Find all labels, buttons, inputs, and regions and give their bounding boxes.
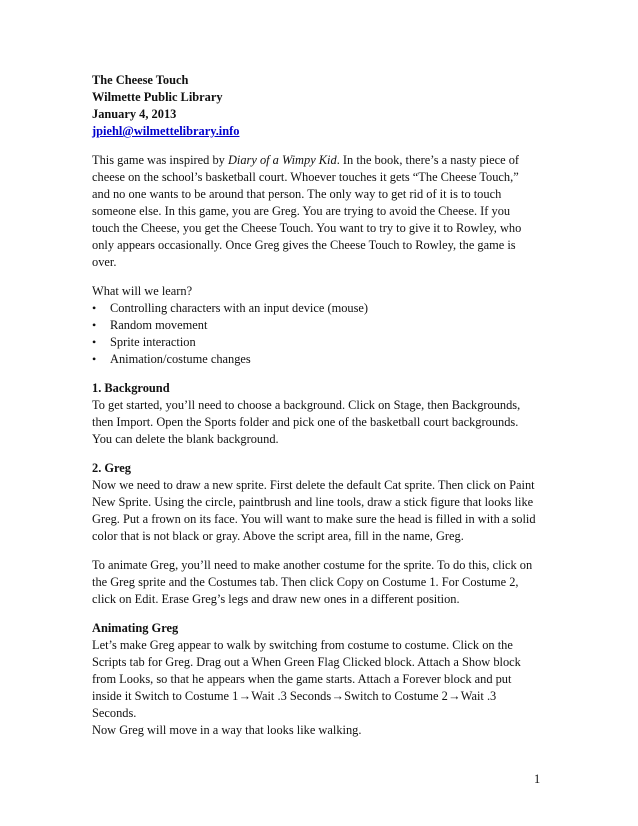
body-line: To animate Greg, you’ll need to make another costume for the sprite. To do this, click on: [92, 558, 533, 572]
learn-section: [92, 283, 554, 368]
list-item: • Sprite interaction: [92, 335, 196, 349]
bullet-icon: •: [92, 352, 97, 366]
body-line: Scripts tab for Greg. Drag out a When Green Flag Clicked block. Attach a Show block: [92, 655, 521, 669]
document-page: [92, 72, 554, 739]
body-line: Seconds.: [92, 706, 137, 720]
body-line: Let’s make Greg appear to walk by switching from costume to costume. Click on the: [92, 638, 513, 652]
document-header: [92, 72, 554, 140]
intro-line: and no one wants to be around that person. The only way to get rid of it is to touch: [92, 187, 502, 201]
body-line: color that is not black or gray. Above the script area, fill in the name, Greg.: [92, 529, 464, 543]
learn-list: [92, 300, 554, 368]
body-line: click on Edit. Erase Greg’s legs and draw new ones in a different position.: [92, 592, 460, 606]
intro-paragraph: [92, 152, 554, 271]
section-heading: Animating Greg: [92, 621, 179, 635]
arrow-right-icon: →: [331, 689, 344, 703]
body-line: New Sprite. Using the circle, paintbrush and line tools, draw a stick figure that looks like: [92, 495, 534, 509]
body-line: then Import. Open the Sports folder and pick one of the basketball court backgrounds.: [92, 415, 519, 429]
section-heading: 2. Greg: [92, 461, 131, 475]
page-number: 1: [534, 772, 541, 786]
background-section: [92, 380, 554, 448]
bullet-icon: •: [92, 301, 97, 315]
section-heading: 1. Background: [92, 381, 170, 395]
email-link[interactable]: jpiehl@wilmettelibrary.info: [92, 124, 240, 138]
document-date: January 4, 2013: [92, 107, 177, 121]
list-item: • Random movement: [92, 318, 208, 332]
body-line: the Greg sprite and the Costumes tab. Then click Copy on Costume 1. For Costume 2,: [92, 575, 519, 589]
intro-line: someone else. In this game, you are Greg. You are trying to avoid the Cheese. If you: [92, 204, 511, 218]
intro-line: This game was inspired by Diary of a Wimpy Kid. In the book, there’s a nasty piece of: [92, 153, 520, 167]
intro-line: touch the Cheese, you get the Cheese Touch. You want to try to give it to Rowley, who: [92, 221, 522, 235]
body-line: Greg. Put a frown on its face. You will want to make sure the head is filled in with a solid: [92, 512, 536, 526]
intro-line: over.: [92, 255, 117, 269]
learn-question: What will we learn?: [92, 284, 193, 298]
list-item: • Animation/costume changes: [92, 352, 251, 366]
list-item: • Controlling characters with an input device (mouse): [92, 301, 369, 315]
animating-section: [92, 620, 554, 739]
script-sequence-line: inside it Switch to Costume 1→Wait .3 Seconds→Switch to Costume 2→Wait .3: [92, 689, 497, 703]
body-line: Now Greg will move in a way that looks like walking.: [92, 723, 362, 737]
body-line: Now we need to draw a new sprite. First delete the default Cat sprite. Then click on Paint: [92, 478, 535, 492]
bullet-icon: •: [92, 318, 97, 332]
greg-section: [92, 460, 554, 608]
body-line: To get started, you’ll need to choose a background. Click on Stage, then Backgrounds,: [92, 398, 521, 412]
bullet-icon: •: [92, 335, 97, 349]
library-name: Wilmette Public Library: [92, 90, 223, 104]
book-title: Diary of a Wimpy Kid: [227, 153, 337, 167]
arrow-right-icon: →: [448, 689, 461, 703]
intro-line: only appears occasionally. Once Greg gives the Cheese Touch to Rowley, the game is: [92, 238, 516, 252]
body-line: You can delete the blank background.: [92, 432, 279, 446]
arrow-right-icon: →: [238, 689, 251, 703]
body-line: from Looks, so that he appears when the game starts. Attach a Forever block and put: [92, 672, 512, 686]
document-title: The Cheese Touch: [92, 73, 189, 87]
intro-line: cheese on the school’s basketball court. Whoever touches it gets “The Cheese Touch,”: [92, 170, 519, 184]
